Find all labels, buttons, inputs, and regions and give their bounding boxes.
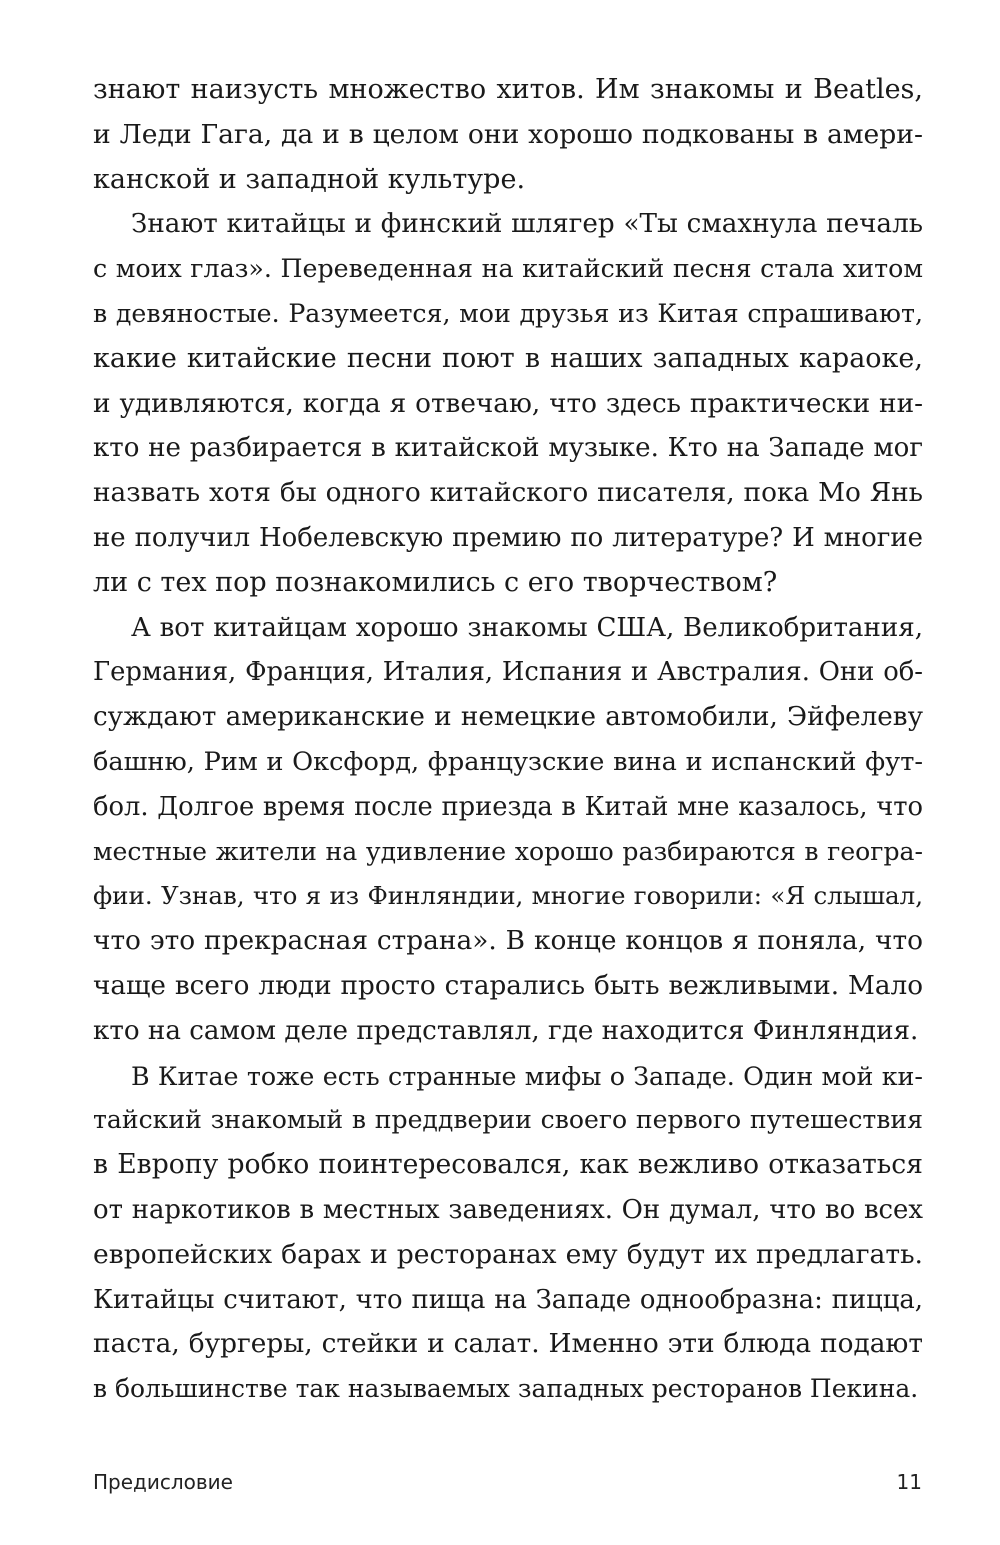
paragraph-4 — [93, 1054, 923, 1412]
text-line: какие китайские песни поют в наших западных караоке, — [93, 342, 923, 374]
body-text — [93, 68, 923, 1412]
text-line: в девяностые. Разумеется, мои друзья из Китая спрашивают, — [93, 298, 923, 328]
text-line: в Европу робко поинтересовался, как вежливо отказаться — [93, 1149, 923, 1181]
text-line: ли с тех пор познакомились с его творчеством? — [93, 566, 778, 598]
text-line: знают наизусть множество хитов. Им знакомы и Beatles, — [93, 74, 923, 105]
text-line: и удивляются, когда я отвечаю, что здесь практически ни- — [93, 388, 923, 419]
paragraph-2 — [93, 202, 923, 605]
text-line: канской и западной культуре. — [93, 163, 526, 195]
running-footer-section: Предисловие — [93, 1470, 233, 1494]
paragraph-1 — [93, 68, 923, 202]
paragraph-3 — [93, 606, 923, 1054]
text-line: суждают американские и немецкие автомобили, Эйфелеву — [93, 702, 923, 733]
text-line: Китайцы считают, что пища на Западе однообразна: пицца, — [93, 1284, 923, 1315]
text-line: не получил Нобелевскую премию по литературе? И многие — [93, 522, 923, 553]
page-number: 11 — [896, 1470, 922, 1494]
text-line: кто не разбирается в китайской музыке. Кто на Западе мог — [93, 433, 923, 464]
text-line: европейских барах и ресторанах ему будут их предлагать. — [93, 1238, 923, 1270]
text-line: В Китае тоже есть странные мифы о Западе. Один мой ки- — [131, 1060, 923, 1091]
text-line: Германия, Франция, Италия, Испания и Австралия. Они об- — [93, 657, 923, 688]
text-line: фии. Узнав, что я из Финляндии, многие говорили: «Я слышал, — [93, 881, 923, 911]
text-line: Знают китайцы и финский шлягер «Ты смахнула печаль — [131, 209, 923, 240]
text-line: А вот китайцам хорошо знакомы США, Великобритания, — [131, 612, 923, 643]
text-line: назвать хотя бы одного китайского писателя, пока Мо Янь — [93, 478, 923, 509]
text-line: и Леди Гага, да и в целом они хорошо подкованы в амери- — [93, 118, 923, 150]
text-line: в большинстве так называемых западных ресторанов Пекина. — [93, 1374, 919, 1404]
text-line: от наркотиков в местных заведениях. Он думал, что во всех — [93, 1194, 923, 1225]
text-line: бол. Долгое время после приезда в Китай мне казалось, что — [93, 791, 923, 822]
text-line: кто на самом деле представлял, где находится Финляндия. — [93, 1015, 919, 1046]
text-line: тайский знакомый в преддверии своего первого путешествия — [93, 1105, 923, 1135]
text-line: местные жители на удивление хорошо разбираются в геогра- — [93, 836, 923, 866]
text-line: что это прекрасная страна». В конце концов я поняла, что — [93, 925, 923, 957]
text-line: паста, бургеры, стейки и салат. Именно эти блюда подают — [93, 1329, 923, 1360]
text-line: с моих глаз». Переведенная на китайский песня стала хитом — [93, 254, 923, 284]
text-line: чаще всего люди просто старались быть вежливыми. Мало — [93, 970, 923, 1001]
text-line: башню, Рим и Оксфорд, французские вина и испанский фут- — [93, 746, 923, 777]
